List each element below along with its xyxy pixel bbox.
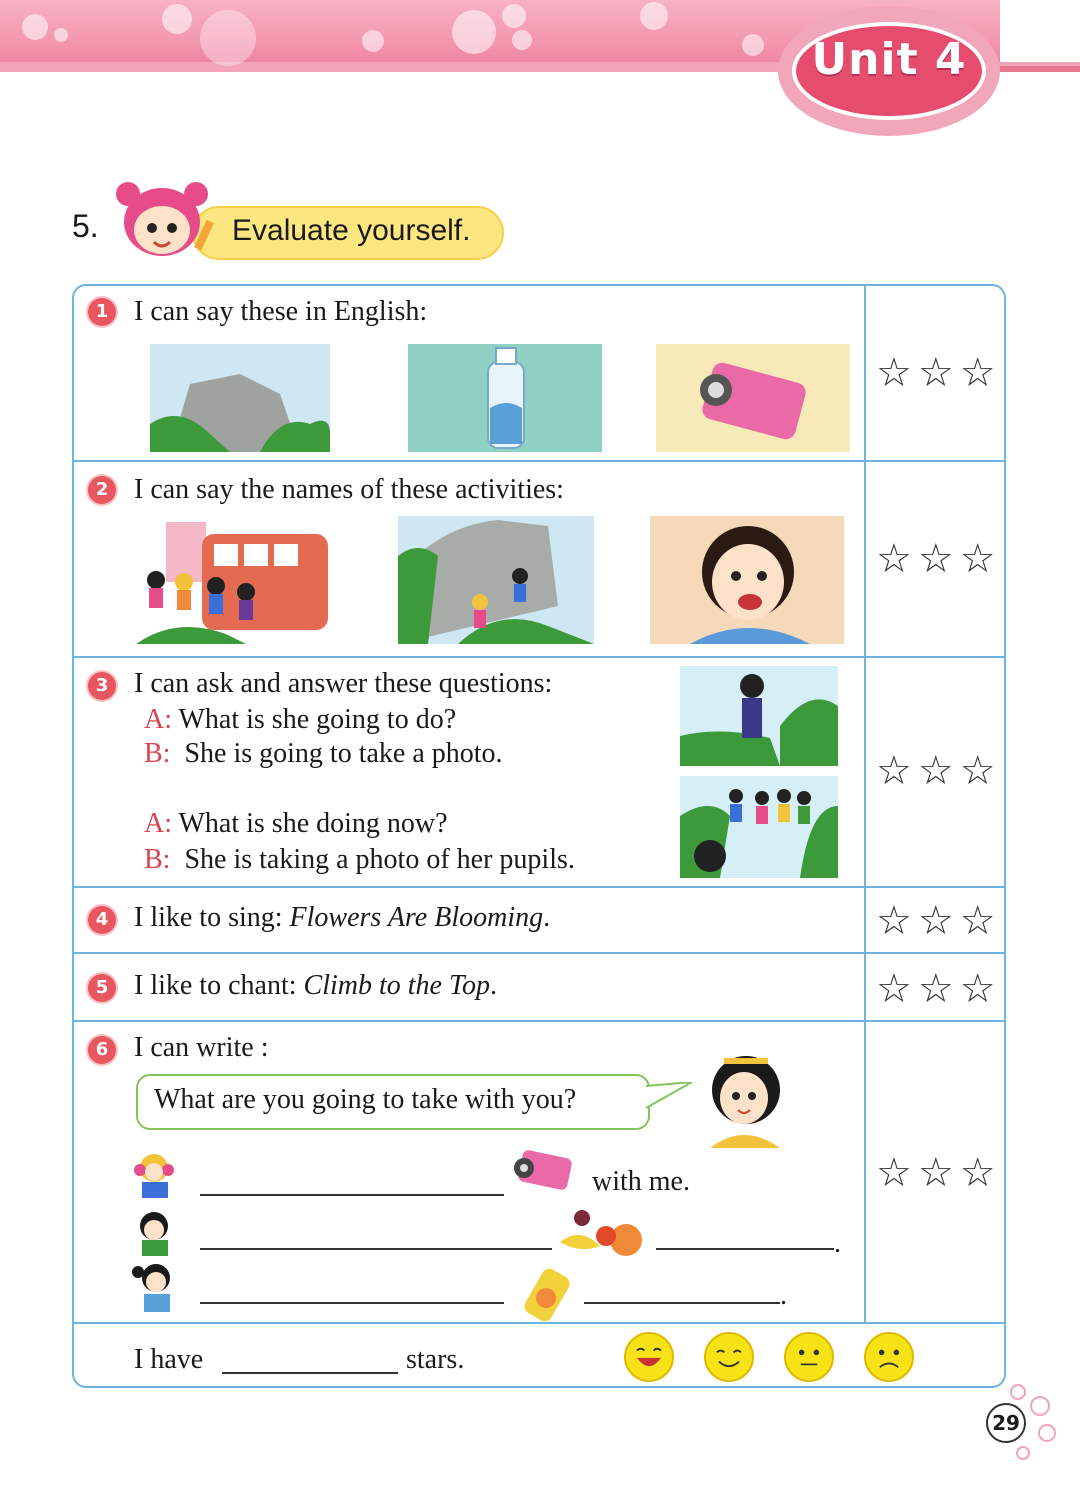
section-title: Evaluate yourself.: [232, 214, 471, 247]
page-number: 29: [986, 1403, 1026, 1443]
dialogue-text: She is taking a photo of her pupils.: [184, 844, 575, 875]
period-text: .: [834, 1228, 841, 1259]
decor-ring: [1010, 1384, 1026, 1400]
laughing-face-icon[interactable]: [624, 1332, 674, 1382]
neutral-face-icon[interactable]: [784, 1332, 834, 1382]
row-number-badge: 2: [88, 476, 116, 504]
dialogue-line: [144, 808, 448, 840]
row-4-text: I like to sing: Flowers Are Blooming.: [134, 902, 551, 933]
stars-text: stars.: [406, 1344, 465, 1375]
smiling-face-icon[interactable]: [704, 1332, 754, 1382]
chant-title: Climb to the Top: [303, 970, 490, 1001]
row-number-badge: 3: [88, 672, 116, 700]
water-bottle-picture: [408, 344, 602, 452]
star-rating[interactable]: ☆☆☆: [876, 898, 1002, 944]
mascot-girl-icon: [108, 180, 218, 264]
answer-blank[interactable]: [656, 1248, 834, 1250]
i-have-text: I have: [134, 1344, 204, 1375]
decor-ring: [1030, 1396, 1050, 1416]
row-number-badge: 1: [88, 298, 116, 326]
star-rating[interactable]: ☆☆☆: [876, 748, 1002, 794]
row-6-text: I can write :: [134, 1032, 269, 1063]
answer-blank[interactable]: [200, 1194, 504, 1196]
row-1-text: I can say these in English:: [134, 296, 428, 327]
star-count-blank[interactable]: [222, 1372, 398, 1374]
dialogue-line: [144, 738, 503, 770]
dialogue-text: What is she going to do?: [178, 704, 457, 735]
camera-icon: [506, 1148, 578, 1194]
dialogue-line: [144, 844, 575, 876]
speaker-label: A:: [144, 704, 172, 735]
row-3-text: I can ask and answer these questions:: [134, 668, 553, 699]
answer-blank[interactable]: [584, 1302, 780, 1304]
speech-bubble-question: What are you going to take with you?: [154, 1084, 577, 1115]
girl-earmuffs-icon: [130, 1150, 180, 1200]
dialogue-line: [144, 704, 456, 736]
row-2-text: I can say the names of these activities:: [134, 474, 564, 505]
bus-trip-picture: [136, 516, 332, 644]
section-number: 5.: [72, 208, 99, 244]
mountain-picture: [150, 344, 330, 452]
decor-ring: [1038, 1424, 1056, 1442]
speaker-label: B:: [144, 738, 171, 769]
fruit-icon: [556, 1206, 652, 1258]
row-number-badge: 6: [88, 1036, 116, 1064]
boy-avatar-icon: [130, 1208, 180, 1258]
girl-avatar-icon: [704, 1052, 784, 1148]
song-title: Flowers Are Blooming: [289, 902, 544, 933]
column-divider: [864, 284, 866, 1324]
girl-pigtails-icon: [130, 1260, 182, 1316]
teacher-going-to-take-photo-picture: [680, 666, 838, 766]
mountain-climbing-picture: [398, 516, 594, 644]
answer-blank[interactable]: [200, 1302, 504, 1304]
unit-badge: [778, 6, 1000, 136]
dialogue-text: What is she doing now?: [178, 808, 448, 839]
answer-blank[interactable]: [200, 1248, 552, 1250]
period-text: .: [780, 1280, 787, 1311]
star-rating[interactable]: ☆☆☆: [876, 350, 1002, 396]
boy-shouting-picture: [650, 516, 844, 644]
star-rating[interactable]: ☆☆☆: [876, 966, 1002, 1012]
teacher-taking-photo-picture: [680, 776, 838, 878]
sad-face-icon[interactable]: [864, 1332, 914, 1382]
dialogue-text: She is going to take a photo.: [184, 738, 503, 769]
star-rating[interactable]: ☆☆☆: [876, 536, 1002, 582]
juice-bottle-icon: [512, 1260, 582, 1322]
with-me-text: with me.: [592, 1166, 690, 1197]
speech-bubble-tail: [646, 1082, 694, 1112]
row-number-badge: 5: [88, 974, 116, 1002]
row-number-badge: 4: [88, 906, 116, 934]
row-5-text: I like to chant: Climb to the Top.: [134, 970, 497, 1001]
unit-label: Unit 4: [811, 34, 967, 85]
decor-ring: [1016, 1446, 1030, 1460]
speaker-label: A:: [144, 808, 172, 839]
speaker-label: B:: [144, 844, 171, 875]
camera-picture: [656, 344, 850, 452]
star-rating[interactable]: ☆☆☆: [876, 1150, 1002, 1196]
